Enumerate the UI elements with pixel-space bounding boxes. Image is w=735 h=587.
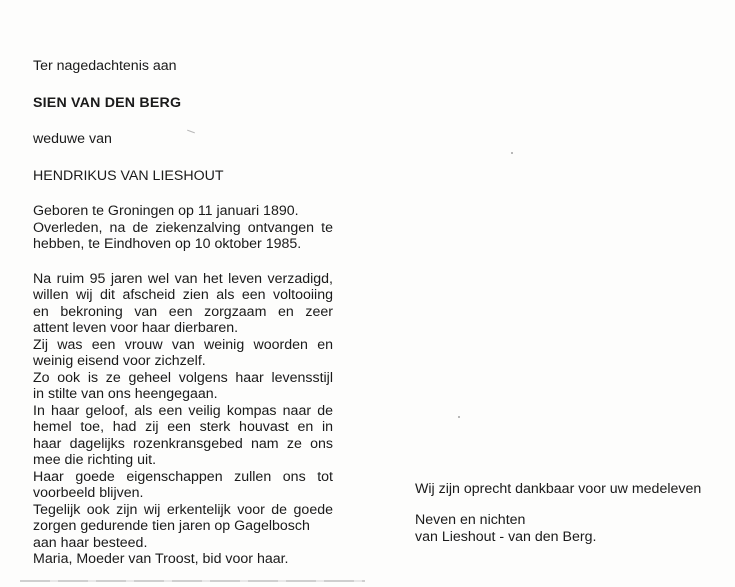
- birth-death-paragraph: [33, 203, 333, 253]
- memorial-line: mee die richting uit.: [33, 452, 157, 468]
- memorial-line: Zo ook is ze geheel volgens haar levensstijl: [33, 369, 333, 386]
- memorial-line: aan haar besteed.: [33, 534, 148, 551]
- memorial-line: Zij was een vrouw van weinig woorden en: [33, 336, 333, 353]
- memorial-line: zorgen gedurende tien jaren op Gagelbosch: [33, 518, 310, 534]
- intro-line: Ter nagedachtenis aan: [33, 58, 177, 74]
- scan-speck: [511, 152, 513, 154]
- memorial-line: Haar goede eigenschappen zullen ons tot: [33, 468, 333, 485]
- memorial-line: attent leven voor haar dierbaren.: [33, 320, 239, 336]
- deceased-name: SIEN VAN DEN BERG: [33, 94, 182, 111]
- memorial-line: willen wij dit afscheid zien als een voltooiing: [33, 287, 333, 303]
- scan-speck: [458, 416, 460, 418]
- thanks-column: [415, 481, 715, 546]
- memorial-line: Na ruim 95 jaren wel van het leven verzadigd,: [33, 270, 333, 287]
- thanks-line: Wij zijn oprecht dankbaar voor uw medeleven: [415, 481, 702, 497]
- signer-line: Neven en nichten: [415, 512, 526, 528]
- memorial-line: en bekroning van een zorgzaam en zeer: [33, 303, 333, 320]
- signer-line: van Lieshout - van den Berg.: [415, 529, 597, 545]
- scan-bottom-edge: [20, 580, 365, 582]
- prayer-line: Maria, Moeder van Troost, bid voor haar.: [33, 551, 289, 567]
- memorial-line: weinig eisend voor zichzelf.: [33, 353, 206, 369]
- memorial-line: haar dagelijks rozenkransgebed nam ze ons: [33, 435, 333, 452]
- memorial-line: hemel toe, had zij een sterk houvast en in: [33, 419, 333, 435]
- memorial-paragraph: [33, 271, 333, 568]
- signers-block: [415, 512, 715, 546]
- memorial-line: Tegelijk ook zijn wij erkentelijk voor de goede: [33, 501, 333, 518]
- relation-line: weduwe van: [33, 131, 112, 147]
- memorial-text-column: [33, 58, 333, 568]
- memorial-line: voorbeeld blijven.: [33, 485, 144, 501]
- death-line: Overleden, na de ziekenzalving ontvangen te: [33, 219, 333, 236]
- spouse-name: HENDRIKUS VAN LIESHOUT: [33, 167, 224, 184]
- death-place-line: hebben, te Eindhoven op 10 oktober 1985.: [33, 236, 302, 252]
- memorial-line: In haar geloof, als een veilig kompas naar de: [33, 402, 333, 419]
- memorial-line: in stilte van ons heengegaan.: [33, 386, 218, 402]
- birth-line: Geboren te Groningen op 11 januari 1890.: [33, 203, 299, 219]
